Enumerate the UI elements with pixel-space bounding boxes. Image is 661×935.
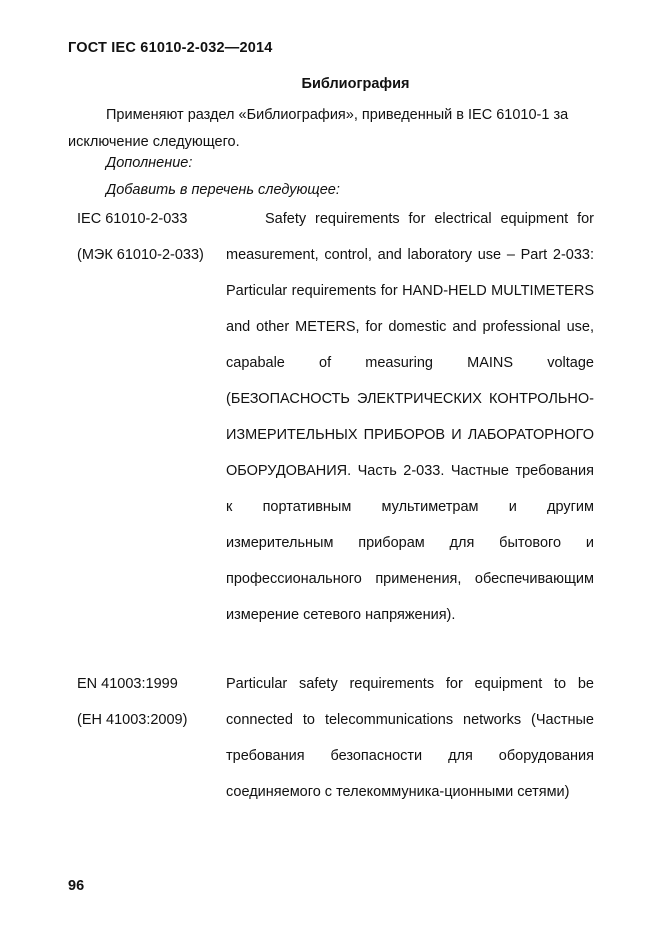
addition-label: Дополнение:: [106, 155, 193, 171]
reference-1-codes: [77, 201, 204, 273]
reference-2-text: Particular safety requirements for equipment to be connected to telecommunications networks (Частные требования безопасности для оборудования соединяемого с телекоммуника-ционными сетями): [226, 676, 594, 800]
section-title: Библиография: [301, 76, 410, 92]
standard-code-header: ГОСТ IEC 61010-2-032—2014: [68, 40, 273, 56]
reference-2-code-ru: (ЕН 41003:2009): [77, 712, 188, 728]
add-instruction: Добавить в перечень следующее:: [106, 182, 340, 198]
reference-2-code: EN 41003:1999: [77, 676, 178, 692]
reference-1-code: IEC 61010-2-033: [77, 211, 188, 227]
reference-2-codes: [77, 666, 187, 738]
intro-paragraph: Применяют раздел «Библиография», приведенный в IEC 61010-1 за исключение следующего.: [68, 107, 569, 150]
reference-1-code-ru: (МЭК 61010-2-033): [77, 247, 204, 263]
reference-1-text: Safety requirements for electrical equipment for measurement, control, and laboratory use – Part 2-033: Particular requirements for HAND-HELD MULTIMETERS and other METERS, for domestic and professional use, capabale of measuring MAINS voltage (БЕЗОПАСНОСТЬ ЭЛЕКТРИЧЕСКИХ КОНТРОЛЬНО-ИЗМЕРИТЕЛЬНЫХ ПРИБОРОВ И ЛАБОРАТОРНОГО ОБОРУДОВАНИЯ. Часть 2-033. Частные требования к портативным мультиметрам и другим измерительным приборам для бытового и профессионального применения, обеспечивающим измерение сетевого напряжения).: [226, 211, 594, 623]
page-number: 96: [68, 878, 85, 894]
